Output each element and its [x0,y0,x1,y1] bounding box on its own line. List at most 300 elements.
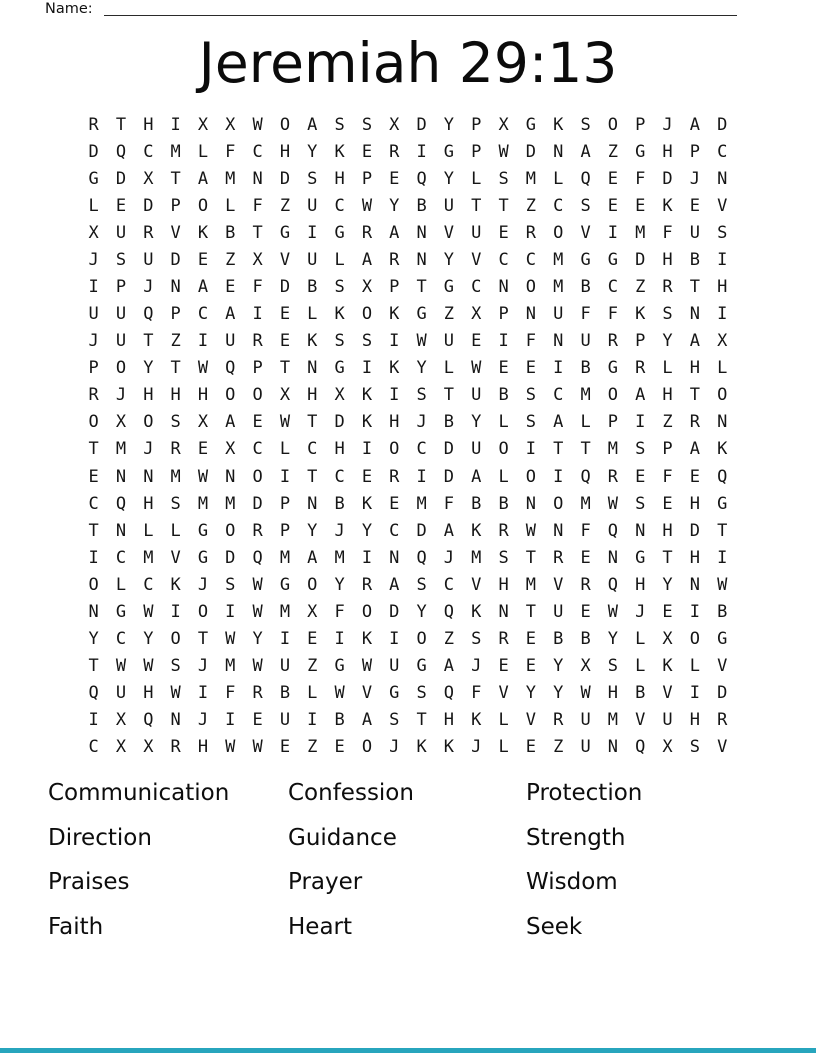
grid-letter: N [225,466,236,487]
grid-letter: Q [580,466,591,487]
grid-letter: O [361,304,373,325]
grid-letter: K [471,710,482,731]
grid-letter: P [170,195,181,216]
grid-letter: M [525,168,537,189]
grid-letter: I [689,683,700,704]
grid-letter: F [471,683,482,704]
grid-letter: J [88,249,99,270]
grid-letter: O [525,277,537,297]
grid-letter: I [389,629,400,650]
grid-letter: G [197,520,209,541]
grid-letter: C [252,439,263,460]
grid-letter: E [252,710,263,731]
grid-letter: Y [607,629,619,650]
grid-letter: D [88,141,99,162]
grid-letter: A [635,385,646,406]
grid-letter: U [115,304,127,325]
grid-letter: U [115,222,127,243]
grid-letter: U [443,331,455,352]
grid-letter: W [143,601,154,622]
grid-letter: Q [88,683,99,704]
grid-letter: H [143,683,154,704]
grid-letter: U [580,710,591,731]
grid-letter: D [525,141,537,162]
grid-letter: Q [143,304,154,325]
grid-letter: I [525,439,537,460]
grid-letter: E [471,331,482,352]
grid-letter: W [170,683,181,704]
grid-letter: E [607,168,619,189]
grid-letter: I [498,331,509,352]
grid-letter: K [662,195,673,216]
grid-letter: U [307,249,318,270]
grid-letter: O [607,114,619,135]
grid-letter: Q [416,168,427,189]
grid-letter: X [115,737,127,758]
grid-letter: V [170,547,181,568]
grid-letter: G [334,222,345,243]
grid-letter: S [416,574,427,595]
grid-letter: C [334,195,345,216]
word-bank-item: Protection [526,780,643,806]
grid-letter: T [689,385,700,406]
grid-letter: H [389,412,400,433]
grid-letter: I [361,547,373,568]
grid-letter: G [115,601,127,622]
grid-letter: D [225,547,236,568]
grid-letter: T [307,466,318,487]
grid-letter: C [115,629,127,650]
grid-letter: H [662,249,673,270]
grid-letter: A [225,304,236,325]
grid-letter: X [389,114,400,135]
grid-letter: E [498,656,509,677]
grid-letter: V [443,222,455,243]
grid-letter: P [389,277,400,297]
grid-letter: D [143,195,154,216]
grid-letter: W [361,195,373,216]
grid-letter: H [717,277,728,297]
word-bank-item: Wisdom [526,869,618,896]
grid-letter: I [361,439,373,460]
grid-letter: R [498,520,509,541]
grid-letter: O [225,385,236,406]
grid-letter: S [334,331,345,352]
grid-letter: F [635,168,646,189]
grid-letter: D [416,520,427,541]
grid-letter: M [607,439,619,460]
grid-letter: X [115,710,127,731]
grid-letter: E [88,466,99,487]
grid-letter: N [525,304,537,325]
grid-letter: W [252,656,263,677]
grid-letter: G [607,358,619,379]
grid-letter: V [717,737,728,758]
grid-letter: I [307,710,318,731]
grid-letter: H [635,574,646,595]
grid-letter: V [471,574,482,595]
grid-letter: S [498,547,509,568]
grid-letter: U [580,331,591,352]
grid-letter: P [471,141,482,162]
grid-letter: P [170,304,181,325]
grid-letter: D [389,601,400,622]
grid-letter: N [635,520,646,541]
grid-letter: B [279,683,291,704]
grid-letter: F [334,601,345,622]
grid-letter: E [279,304,291,325]
grid-letter: T [443,385,455,406]
grid-letter: R [607,331,619,352]
grid-letter: L [143,520,154,541]
grid-letter: M [279,601,291,622]
grid-letter: L [498,412,509,433]
grid-letter: T [115,114,127,135]
grid-letter: G [416,304,427,325]
grid-letter: P [662,439,673,460]
grid-letter: B [689,249,700,270]
grid-letter: M [170,141,181,162]
grid-letter: K [443,737,455,758]
grid-letter: S [717,222,728,243]
grid-letter: Q [443,683,455,704]
grid-letter: E [580,601,591,622]
grid-letter: X [143,737,154,758]
grid-letter: D [635,249,646,270]
grid-letter: E [662,493,673,514]
grid-letter: G [197,547,209,568]
grid-letter: L [553,168,564,189]
grid-letter: V [279,249,291,270]
grid-letter: I [553,358,564,379]
grid-letter: N [498,601,509,622]
grid-letter: L [689,656,700,677]
grid-letter: F [662,222,673,243]
grid-letter: D [170,249,181,270]
grid-letter: N [416,222,427,243]
grid-letter: L [498,710,509,731]
grid-letter: L [307,683,318,704]
grid-letter: D [662,168,673,189]
grid-letter: T [416,277,427,297]
grid-letter: E [498,222,509,243]
grid-letter: Q [607,574,619,595]
grid-letter: N [389,547,400,568]
grid-letter: I [389,385,400,406]
grid-letter: I [170,601,181,622]
grid-letter: H [170,385,181,406]
grid-letter: U [443,195,455,216]
grid-letter: U [225,331,236,352]
grid-letter: Y [389,195,400,216]
grid-letter: F [252,277,263,297]
grid-letter: G [717,493,728,514]
grid-letter: D [252,493,263,514]
grid-letter: S [389,710,400,731]
grid-letter: J [635,601,646,622]
grid-letter: H [334,439,345,460]
grid-letter: H [143,114,154,135]
grid-letter: O [252,385,263,406]
grid-letter: R [662,277,673,297]
grid-letter: E [197,439,209,460]
grid-letter: Y [307,141,318,162]
grid-letter: J [143,277,154,297]
grid-letter: C [307,439,318,460]
grid-letter: A [689,331,700,352]
grid-letter: M [170,466,181,487]
grid-letter: I [416,141,427,162]
grid-letter: E [361,466,373,487]
grid-letter: Z [443,629,455,650]
grid-letter: I [197,683,209,704]
grid-letter: I [197,331,209,352]
grid-letter: G [635,547,646,568]
grid-letter: P [361,168,373,189]
grid-letter: C [88,737,99,758]
grid-letter: X [252,249,263,270]
grid-letter: U [279,710,291,731]
grid-letter: S [334,114,345,135]
grid-letter: R [689,412,700,433]
grid-letter: C [143,141,154,162]
grid-letter: Y [416,601,427,622]
grid-letter: C [197,304,209,325]
grid-letter: Z [635,277,646,297]
grid-letter: E [279,331,291,352]
grid-letter: O [525,466,537,487]
grid-letter: J [334,520,345,541]
grid-letter: N [143,466,154,487]
grid-letter: Y [307,520,318,541]
grid-letter: G [635,141,646,162]
grid-letter: F [580,304,591,325]
grid-letter: J [389,737,400,758]
grid-letter: B [443,412,455,433]
grid-letter: W [252,737,263,758]
grid-letter: U [88,304,99,325]
grid-letter: U [307,195,318,216]
word-bank-item: Guidance [288,824,397,851]
grid-letter: E [662,601,673,622]
grid-letter: E [525,358,537,379]
grid-letter: J [662,114,673,135]
grid-letter: E [115,195,127,216]
grid-letter: M [580,493,591,514]
grid-letter: H [689,547,700,568]
grid-letter: T [252,222,263,243]
grid-letter: A [361,249,373,270]
grid-letter: Z [225,249,236,270]
grid-letter: Z [525,195,537,216]
grid-letter: B [498,385,509,406]
grid-letter: B [498,493,509,514]
grid-letter: D [334,412,345,433]
grid-letter: A [307,547,318,568]
grid-letter: J [197,574,209,595]
grid-letter: T [416,710,427,731]
grid-letter: N [553,520,564,541]
grid-letter: U [580,737,591,758]
grid-letter: V [361,683,373,704]
grid-letter: K [717,439,728,460]
grid-letter: I [170,114,181,135]
grid-letter: T [662,547,673,568]
grid-letter: O [361,737,373,758]
grid-letter: W [361,656,373,677]
grid-letter: W [416,331,427,352]
grid-letter: Y [443,114,455,135]
grid-letter: A [443,656,455,677]
grid-letter: O [307,574,318,595]
grid-letter: O [197,601,209,622]
grid-letter: X [115,412,127,433]
grid-letter: O [553,222,564,243]
grid-letter: O [553,493,564,514]
grid-letter: B [553,629,564,650]
grid-letter: Y [662,331,673,352]
grid-letter: S [525,412,537,433]
grid-letter: C [416,439,427,460]
grid-letter: Q [580,168,591,189]
grid-letter: B [635,683,646,704]
grid-letter: Y [88,629,99,650]
grid-letter: U [689,222,700,243]
grid-letter: T [88,439,99,460]
grid-letter: F [225,141,236,162]
word-bank-item: Heart [288,913,353,940]
grid-letter: G [607,249,619,270]
grid-letter: K [197,222,209,243]
grid-letter: N [607,737,619,758]
grid-letter: F [225,683,236,704]
grid-letter: W [252,574,263,595]
grid-letter: E [389,168,400,189]
grid-letter: I [689,601,700,622]
grid-letter: L [307,304,318,325]
grid-letter: S [170,493,181,514]
grid-letter: G [525,114,537,135]
grid-letter: W [717,574,728,595]
word-bank-item: Confession [288,780,414,806]
grid-letter: R [361,222,373,243]
grid-letter: H [143,493,154,514]
grid-letter: E [498,358,509,379]
grid-letter: V [717,195,728,216]
grid-letter: L [443,358,455,379]
grid-letter: E [225,277,236,297]
grid-letter: W [471,358,482,379]
grid-letter: P [88,358,99,379]
grid-letter: U [471,439,482,460]
grid-letter: X [197,412,209,433]
grid-letter: R [252,520,263,541]
grid-letter: S [416,385,427,406]
grid-letter: S [498,168,509,189]
grid-letter: A [389,574,400,595]
grid-letter: E [635,195,646,216]
grid-letter: Q [717,466,728,487]
grid-letter: X [662,629,673,650]
grid-letter: P [689,141,700,162]
grid-letter: S [580,114,591,135]
grid-letter: O [88,574,99,595]
grid-letter: X [662,737,673,758]
grid-letter: R [607,466,619,487]
grid-letter: Q [115,493,127,514]
grid-letter: M [197,493,209,514]
grid-letter: I [717,304,728,325]
name-label: Name: [45,1,93,17]
grid-letter: A [689,114,700,135]
grid-letter: R [361,574,373,595]
grid-letter: N [689,574,700,595]
grid-letter: F [662,466,673,487]
grid-letter: C [498,249,509,270]
grid-letter: U [553,601,564,622]
grid-letter: O [416,629,427,650]
grid-letter: U [389,656,400,677]
grid-letter: H [689,358,700,379]
grid-letter: D [443,466,455,487]
grid-letter: J [416,412,427,433]
grid-letter: T [471,195,482,216]
grid-letter: X [88,222,99,243]
grid-letter: N [307,358,318,379]
grid-letter: K [361,629,373,650]
grid-letter: B [334,493,345,514]
grid-letter: N [689,304,700,325]
grid-letter: T [197,629,209,650]
grid-letter: H [197,737,209,758]
footer-accent-bar [0,1048,816,1053]
grid-letter: Q [225,358,236,379]
grid-letter: I [279,629,291,650]
grid-letter: S [689,737,700,758]
grid-letter: A [580,141,591,162]
grid-letter: J [443,547,455,568]
grid-letter: L [115,574,127,595]
grid-letter: G [279,222,291,243]
grid-letter: W [580,683,591,704]
grid-letter: Y [443,168,455,189]
grid-letter: I [279,466,291,487]
word-search-grid [80,111,736,761]
grid-letter: H [662,520,673,541]
grid-letter: P [635,114,646,135]
grid-letter: P [115,277,127,297]
grid-letter: O [389,439,400,460]
grid-letter: I [307,222,318,243]
grid-letter: Z [662,412,673,433]
grid-letter: R [252,683,263,704]
grid-letter: G [416,656,427,677]
grid-letter: H [498,574,509,595]
grid-letter: B [717,601,728,622]
grid-letter: D [717,114,728,135]
grid-letter: L [635,656,646,677]
grid-letter: U [662,710,673,731]
grid-letter: C [717,141,728,162]
grid-letter: N [717,412,728,433]
grid-letter: A [689,439,700,460]
grid-letter: Q [607,520,619,541]
grid-letter: Z [443,304,455,325]
grid-letter: J [115,385,127,406]
grid-letter: T [88,520,99,541]
grid-letter: I [389,331,400,352]
grid-letter: E [252,412,263,433]
